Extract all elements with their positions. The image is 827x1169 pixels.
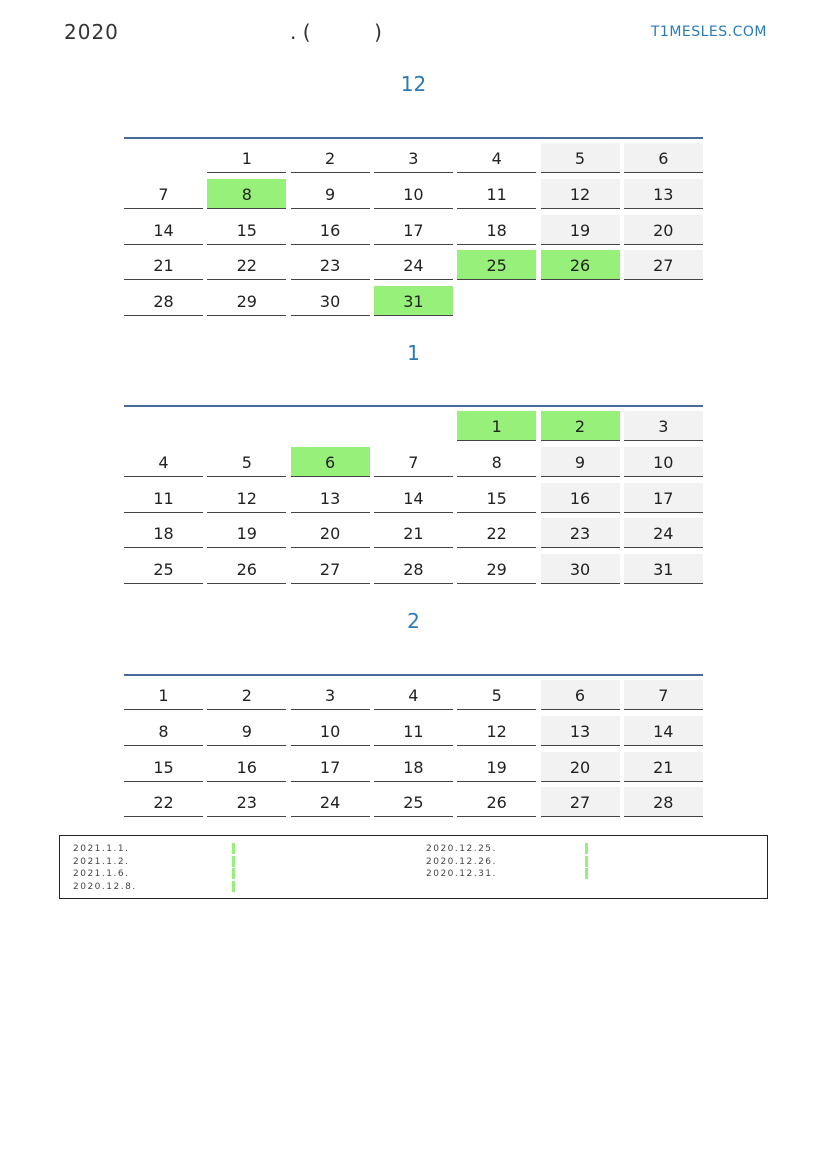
calendar-day-cell: 6 <box>291 447 370 477</box>
calendar-day-cell: 19 <box>541 215 620 245</box>
calendar-day-cell: 12 <box>207 483 286 513</box>
calendar-day-cell: 18 <box>457 215 536 245</box>
calendar-day-cell: 20 <box>624 215 703 245</box>
calendar-top-rule <box>124 674 703 676</box>
calendar-dec <box>124 137 704 322</box>
legend-date: 2020.12.25. <box>426 844 497 854</box>
month-title-feb: 2 <box>407 609 420 633</box>
calendar-day-cell: 10 <box>374 179 453 209</box>
calendar-day-cell: 28 <box>374 554 453 584</box>
calendar-day-cell: 15 <box>207 215 286 245</box>
calendar-day-cell: 4 <box>457 143 536 173</box>
calendar-day-cell: 19 <box>457 752 536 782</box>
calendar-day-cell: 13 <box>624 179 703 209</box>
calendar-feb <box>124 674 704 823</box>
calendar-day-cell: 24 <box>374 250 453 280</box>
calendar-day-cell: 6 <box>541 680 620 710</box>
calendar-day-cell: 19 <box>207 518 286 548</box>
legend-holiday-marker <box>232 856 235 867</box>
calendar-day-cell: 7 <box>624 680 703 710</box>
calendar-day-cell: 28 <box>124 286 203 316</box>
calendar-day-cell: 16 <box>541 483 620 513</box>
calendar-day-cell: 24 <box>624 518 703 548</box>
calendar-day-cell: 17 <box>374 215 453 245</box>
legend-holiday-marker <box>232 881 235 892</box>
calendar-blank-cell <box>374 411 453 441</box>
holiday-legend <box>59 835 768 899</box>
calendar-day-cell: 21 <box>374 518 453 548</box>
calendar-day-cell: 31 <box>374 286 453 316</box>
site-link[interactable]: T1MESLES.COM <box>650 24 767 40</box>
calendar-blank-cell <box>207 411 286 441</box>
calendar-day-cell: 8 <box>124 716 203 746</box>
legend-date: 2020.12.31. <box>426 869 497 879</box>
calendar-day-cell: 5 <box>541 143 620 173</box>
calendar-day-cell: 1 <box>124 680 203 710</box>
legend-date: 2021.1.1. <box>73 844 130 854</box>
calendar-day-cell: 2 <box>207 680 286 710</box>
calendar-day-cell: 26 <box>457 787 536 817</box>
calendar-day-cell: 13 <box>291 483 370 513</box>
page-subtitle: . ( ) <box>290 20 382 44</box>
calendar-day-cell: 14 <box>374 483 453 513</box>
calendar-day-cell: 21 <box>124 250 203 280</box>
calendar-blank-cell <box>124 143 203 173</box>
calendar-day-cell: 11 <box>374 716 453 746</box>
calendar-day-cell: 23 <box>207 787 286 817</box>
calendar-day-cell: 12 <box>541 179 620 209</box>
calendar-day-cell: 15 <box>457 483 536 513</box>
calendar-day-cell: 13 <box>541 716 620 746</box>
calendar-blank-cell <box>124 411 203 441</box>
calendar-day-cell: 29 <box>207 286 286 316</box>
calendar-day-cell: 4 <box>374 680 453 710</box>
calendar-day-cell: 22 <box>457 518 536 548</box>
calendar-day-cell: 10 <box>624 447 703 477</box>
calendar-day-cell: 27 <box>624 250 703 280</box>
calendar-day-cell: 23 <box>291 250 370 280</box>
calendar-day-cell: 3 <box>291 680 370 710</box>
calendar-day-cell: 17 <box>291 752 370 782</box>
page-header <box>0 0 827 60</box>
calendar-day-cell: 3 <box>624 411 703 441</box>
calendar-top-rule <box>124 405 703 407</box>
calendar-day-cell: 11 <box>457 179 536 209</box>
calendar-day-cell: 10 <box>291 716 370 746</box>
calendar-day-cell: 20 <box>541 752 620 782</box>
legend-date: 2020.12.8. <box>73 881 137 892</box>
calendar-blank-cell <box>291 411 370 441</box>
calendar-day-cell: 21 <box>624 752 703 782</box>
calendar-day-cell: 18 <box>124 518 203 548</box>
calendar-day-cell: 14 <box>124 215 203 245</box>
calendar-day-cell: 28 <box>624 787 703 817</box>
calendar-day-cell: 30 <box>541 554 620 584</box>
calendar-day-cell: 3 <box>374 143 453 173</box>
calendar-day-cell: 1 <box>457 411 536 441</box>
month-title-dec: 12 <box>400 72 427 96</box>
calendar-day-cell: 8 <box>457 447 536 477</box>
calendar-day-cell: 1 <box>207 143 286 173</box>
calendar-day-cell: 9 <box>207 716 286 746</box>
calendar-day-cell: 9 <box>291 179 370 209</box>
calendar-day-cell: 30 <box>291 286 370 316</box>
calendar-day-cell: 11 <box>124 483 203 513</box>
calendar-day-cell: 25 <box>457 250 536 280</box>
calendar-day-cell: 18 <box>374 752 453 782</box>
legend-holiday-marker <box>585 856 588 867</box>
year-title: 2020 <box>64 20 119 44</box>
calendar-day-cell: 16 <box>291 215 370 245</box>
legend-holiday-marker <box>585 843 588 854</box>
calendar-day-cell: 8 <box>207 179 286 209</box>
calendar-day-cell: 17 <box>624 483 703 513</box>
calendar-day-cell: 25 <box>374 787 453 817</box>
calendar-day-cell: 7 <box>124 179 203 209</box>
calendar-day-cell: 24 <box>291 787 370 817</box>
legend-holiday-marker <box>232 843 235 854</box>
calendar-day-cell: 29 <box>457 554 536 584</box>
calendar-day-cell: 14 <box>624 716 703 746</box>
calendar-day-cell: 9 <box>541 447 620 477</box>
calendar-day-cell: 5 <box>457 680 536 710</box>
calendar-jan <box>124 405 704 590</box>
month-title-jan: 1 <box>407 341 420 365</box>
calendar-day-cell: 26 <box>207 554 286 584</box>
calendar-day-cell: 2 <box>291 143 370 173</box>
calendar-day-cell: 5 <box>207 447 286 477</box>
calendar-day-cell: 27 <box>291 554 370 584</box>
calendar-day-cell: 6 <box>624 143 703 173</box>
legend-holiday-marker <box>232 868 235 879</box>
legend-holiday-marker <box>585 868 588 879</box>
calendar-day-cell: 26 <box>541 250 620 280</box>
calendar-day-cell: 27 <box>541 787 620 817</box>
calendar-day-cell: 20 <box>291 518 370 548</box>
calendar-day-cell: 7 <box>374 447 453 477</box>
calendar-day-cell: 22 <box>124 787 203 817</box>
calendar-day-cell: 31 <box>624 554 703 584</box>
legend-date: 2020.12.26. <box>426 856 497 867</box>
calendar-day-cell: 25 <box>124 554 203 584</box>
calendar-day-cell: 4 <box>124 447 203 477</box>
calendar-top-rule <box>124 137 703 139</box>
legend-date: 2021.1.2. <box>73 856 130 867</box>
calendar-day-cell: 23 <box>541 518 620 548</box>
calendar-day-cell: 16 <box>207 752 286 782</box>
legend-date: 2021.1.6. <box>73 869 130 879</box>
calendar-day-cell: 2 <box>541 411 620 441</box>
calendar-day-cell: 15 <box>124 752 203 782</box>
calendar-day-cell: 22 <box>207 250 286 280</box>
calendar-day-cell: 12 <box>457 716 536 746</box>
